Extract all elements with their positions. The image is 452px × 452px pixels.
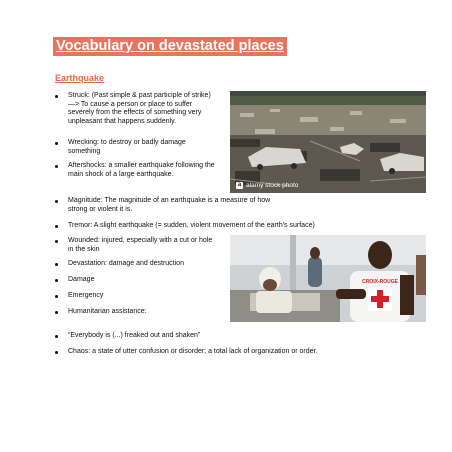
list-item: Emergency bbox=[68, 292, 218, 301]
list-item: Wounded: injured, especially with a cut or hole in the skin bbox=[68, 237, 218, 254]
list-item: Tremor: A slight earthquake (= sudden, violent movement of the earth's surface) bbox=[68, 222, 388, 231]
aid-worker-image bbox=[230, 235, 426, 322]
debris-image bbox=[230, 91, 426, 193]
alamy-logo-icon: a bbox=[237, 182, 242, 188]
photo-watermark bbox=[236, 182, 298, 189]
page-title: Vocabulary on devastated places bbox=[53, 37, 287, 56]
list-item: “Everybody is (...) freaked out and shaken” bbox=[68, 332, 328, 341]
vest-text: CROIX-ROUGE bbox=[362, 279, 398, 285]
list-item: Damage bbox=[68, 276, 218, 285]
list-item: Chaos: a state of utter confusion or disorder; a total lack of organization or order. bbox=[68, 348, 398, 357]
red-cross-worker-photo bbox=[230, 235, 426, 322]
list-item: Struck: (Past simple & past participle of strike) —> To cause a person or place to suffer severely from the effects of something very unpleasant that happens suddenly. bbox=[68, 92, 218, 126]
list-item: Humanitarian assistance: bbox=[68, 308, 218, 317]
list-item: Wrecking: to destroy or badly damage something bbox=[68, 139, 218, 156]
earthquake-debris-photo bbox=[230, 91, 426, 193]
list-item: Magnitude: The magnitude of an earthquake is a measure of how strong or violent it is. bbox=[68, 197, 286, 214]
list-item: Aftershocks: a smaller earthquake following the main shock of a large earthquake. bbox=[68, 162, 218, 179]
watermark-text: alamy stock photo bbox=[246, 182, 299, 189]
list-item: Devastation: damage and destruction bbox=[68, 260, 218, 269]
section-heading: Earthquake bbox=[55, 73, 105, 83]
